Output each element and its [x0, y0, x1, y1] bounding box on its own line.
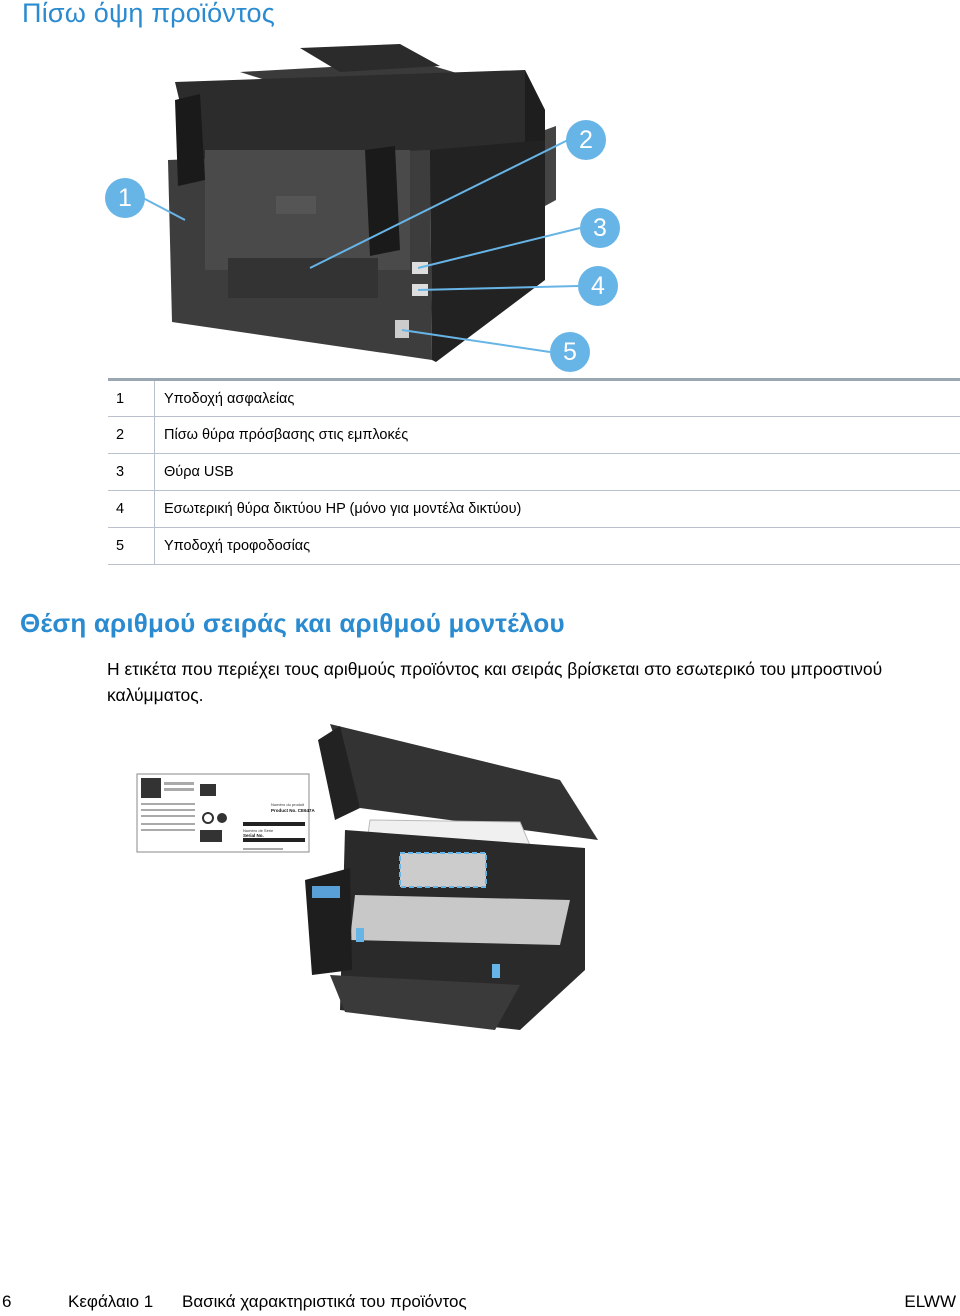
page-footer [0, 1286, 960, 1316]
section-paragraph: Η ετικέτα που περιέχει τους αριθμούς προϊόντος και σειράς βρίσκεται στο εσωτερικό του μπροστινού καλύμματος. [107, 659, 883, 705]
chapter-title: Βασικά χαρακτηριστικά του προϊόντος [182, 1292, 467, 1311]
legend-number: 5 [108, 528, 155, 565]
legend-row [108, 454, 960, 491]
label-product-heading: Numéro du produit [271, 802, 305, 807]
chapter-label: Κεφάλαιο 1 [68, 1292, 154, 1311]
page-title: Πίσω όψη προϊόντος [22, 0, 275, 28]
legend-text: Πίσω θύρα πρόσβασης στις εμπλοκές [155, 417, 960, 454]
legend-text: Υποδοχή τροφοδοσίας [155, 528, 960, 565]
legend-text: Εσωτερική θύρα δικτύου HP (μόνο για μοντέλα δικτύου) [155, 491, 960, 528]
legend-number: 2 [108, 417, 155, 454]
callout-3: 3 [580, 208, 620, 248]
callout-4: 4 [578, 266, 618, 306]
legend-text: Θύρα USB [155, 454, 960, 491]
label-serial-number: Serial No. [243, 833, 264, 838]
label-serial-heading: Numéro de Série [243, 828, 274, 833]
legend-row [108, 528, 960, 565]
callout-2: 2 [566, 120, 606, 160]
legend-number: 3 [108, 454, 155, 491]
serial-label-location-figure [108, 718, 608, 1038]
product-back-view-figure [0, 40, 960, 380]
legend-number: 1 [108, 380, 155, 417]
callout-5: 5 [550, 332, 590, 372]
legend-row [108, 491, 960, 528]
label-product-number: Product No. CE647A [271, 808, 315, 813]
document-code: ELWW [904, 1292, 956, 1311]
legend-number: 4 [108, 491, 155, 528]
legend-table [108, 378, 960, 565]
legend-row [108, 417, 960, 454]
legend-text: Υποδοχή ασφαλείας [155, 380, 960, 417]
page-number: 6 [2, 1292, 12, 1311]
callout-1: 1 [105, 178, 145, 218]
legend-row [108, 380, 960, 417]
section-title: Θέση αριθμού σειράς και αριθμού μοντέλου [20, 608, 565, 638]
